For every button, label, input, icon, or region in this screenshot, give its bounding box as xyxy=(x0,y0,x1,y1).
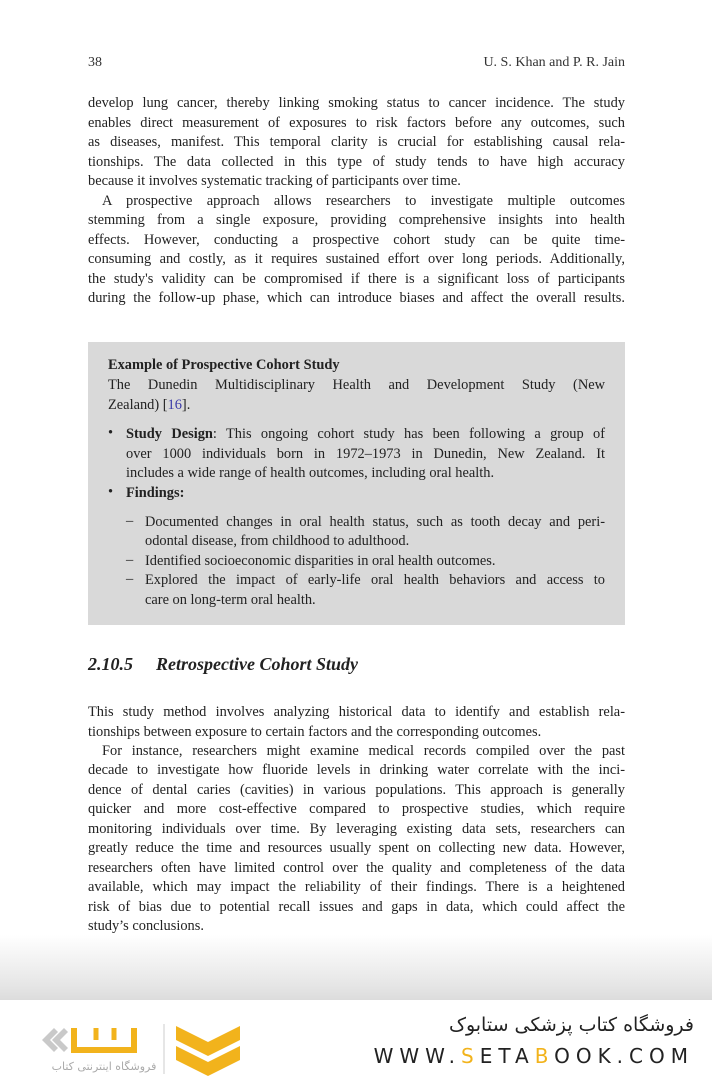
text-line: the study's validity can be compromised if there is a significant loss of participants xyxy=(88,270,625,287)
url-part: ETA xyxy=(479,1044,535,1068)
list-line xyxy=(126,425,605,445)
text-line: because it involves systematic tracking of participants over time. xyxy=(88,173,461,189)
text-line: The Dunedin Multidisciplinary Health and Development Study (New xyxy=(108,377,605,393)
text-line: consuming and costly, as it requires sustained effort over long periods. Additionally, xyxy=(88,251,625,267)
study-design-item xyxy=(126,425,605,484)
store-footer-banner xyxy=(0,1000,712,1079)
text-line: available, which may impact the reliability of their findings. There is a heightened xyxy=(88,879,625,895)
text-line: during the follow-up phase, which can introduce biases and affect the overall results. xyxy=(88,290,625,306)
page-number: 38 xyxy=(88,55,102,70)
section-title: Retrospective Cohort Study xyxy=(156,654,358,674)
paragraph xyxy=(88,192,625,309)
text-line: care on long-term oral health. xyxy=(145,591,316,608)
text-line: Identified socioeconomic disparities in oral health outcomes. xyxy=(145,552,496,569)
text-line: This study method involves analyzing historical data to identify and establish rela- xyxy=(88,704,625,720)
study-design-label: Study Design xyxy=(126,426,213,442)
dash-icon: – xyxy=(126,552,134,568)
text-line: risk of bias due to potential recall issues and gaps in data, which could affect the xyxy=(88,898,625,915)
text-line: stemming from a single exposure, providing comprehensive insights into health xyxy=(88,212,625,228)
finding-item xyxy=(145,513,605,552)
box-intro-end xyxy=(108,396,605,416)
text-line: greatly reduce the time and resources usually spent on collecting new data. However, xyxy=(88,840,625,856)
text-line: Documented changes in oral health status, such as tooth decay and peri- xyxy=(145,513,605,530)
finding-item xyxy=(145,571,605,610)
text-line: monitoring individuals over time. By leveraging existing data sets, researchers can xyxy=(88,820,625,837)
text-line: develop lung cancer, thereby linking smoking status to cancer incidence. The study xyxy=(88,95,625,111)
running-header-authors: U. S. Khan and P. R. Jain xyxy=(483,55,625,70)
text-line: effects. However, conducting a prospective cohort study can be quite time- xyxy=(88,231,625,248)
text-line: A prospective approach allows researchers to investigate multiple outcomes xyxy=(102,192,625,209)
text-line: as diseases, manifest. This temporal clarity is crucial for establishing causal rela- xyxy=(88,134,625,150)
dash-icon: – xyxy=(126,513,134,529)
setabook-logo xyxy=(36,1018,276,1078)
text-line: dence of dental caries (cavities) in various populations. This approach is generally xyxy=(88,781,625,798)
paragraph xyxy=(88,703,625,742)
bullet-icon: • xyxy=(108,425,114,441)
box-title: Example of Prospective Cohort Study xyxy=(108,357,340,373)
findings-label: Findings: xyxy=(126,484,185,501)
bullet-icon: • xyxy=(108,484,114,500)
url-part: WWW. xyxy=(373,1044,462,1068)
paragraph xyxy=(88,742,625,937)
box-intro xyxy=(108,376,605,396)
store-url[interactable] xyxy=(374,1044,694,1068)
url-part: B xyxy=(534,1044,555,1068)
list-line: over 1000 individuals born in 1972–1973 in Dunedin, New Zealand. It xyxy=(126,445,605,462)
section-heading xyxy=(88,654,358,675)
dash-icon: – xyxy=(126,571,134,587)
text-line: tionships. The data collected in this type of study tends to have high accuracy xyxy=(88,153,625,170)
text-line: For instance, researchers might examine medical records compiled over the past xyxy=(102,742,625,759)
text-line: tionships between exposure to certain factors and the corresponding outcomes. xyxy=(88,723,542,740)
url-part: S xyxy=(461,1044,480,1068)
text-line: odontal disease, from childhood to adulthood. xyxy=(145,533,410,549)
text-line: quicker and more cost-effective compared to prospective studies, which require xyxy=(88,801,625,817)
example-box xyxy=(88,342,625,625)
store-name: فروشگاه کتاب پزشکی ستابوک xyxy=(448,1014,694,1036)
finding-item xyxy=(145,552,605,572)
list-line: includes a wide range of health outcomes, including oral health. xyxy=(126,465,495,481)
intro-text: Zealand) [ xyxy=(108,396,168,413)
text-line: enables direct measurement of exposures to risk factors before any outcomes, such xyxy=(88,114,625,131)
paragraph xyxy=(88,94,625,192)
text-line: decade to investigate how fluoride levels in drinking water correlate with the inci- xyxy=(88,762,625,778)
list-text: : This ongoing cohort study has been following a group of xyxy=(212,426,605,442)
section-number: 2.10.5 xyxy=(88,654,133,674)
logo-tagline: فروشگاه اینترنتی کتاب xyxy=(51,1060,157,1073)
url-part: OOK.COM xyxy=(554,1044,694,1068)
text-line: researchers often have limited control over the quality and completeness of the data xyxy=(88,859,625,876)
citation-link[interactable]: 16 xyxy=(167,396,182,413)
intro-close: ]. xyxy=(181,396,191,413)
text-line: Explored the impact of early-life oral health behaviors and access to xyxy=(145,572,605,588)
text-line: study’s conclusions. xyxy=(88,918,204,934)
